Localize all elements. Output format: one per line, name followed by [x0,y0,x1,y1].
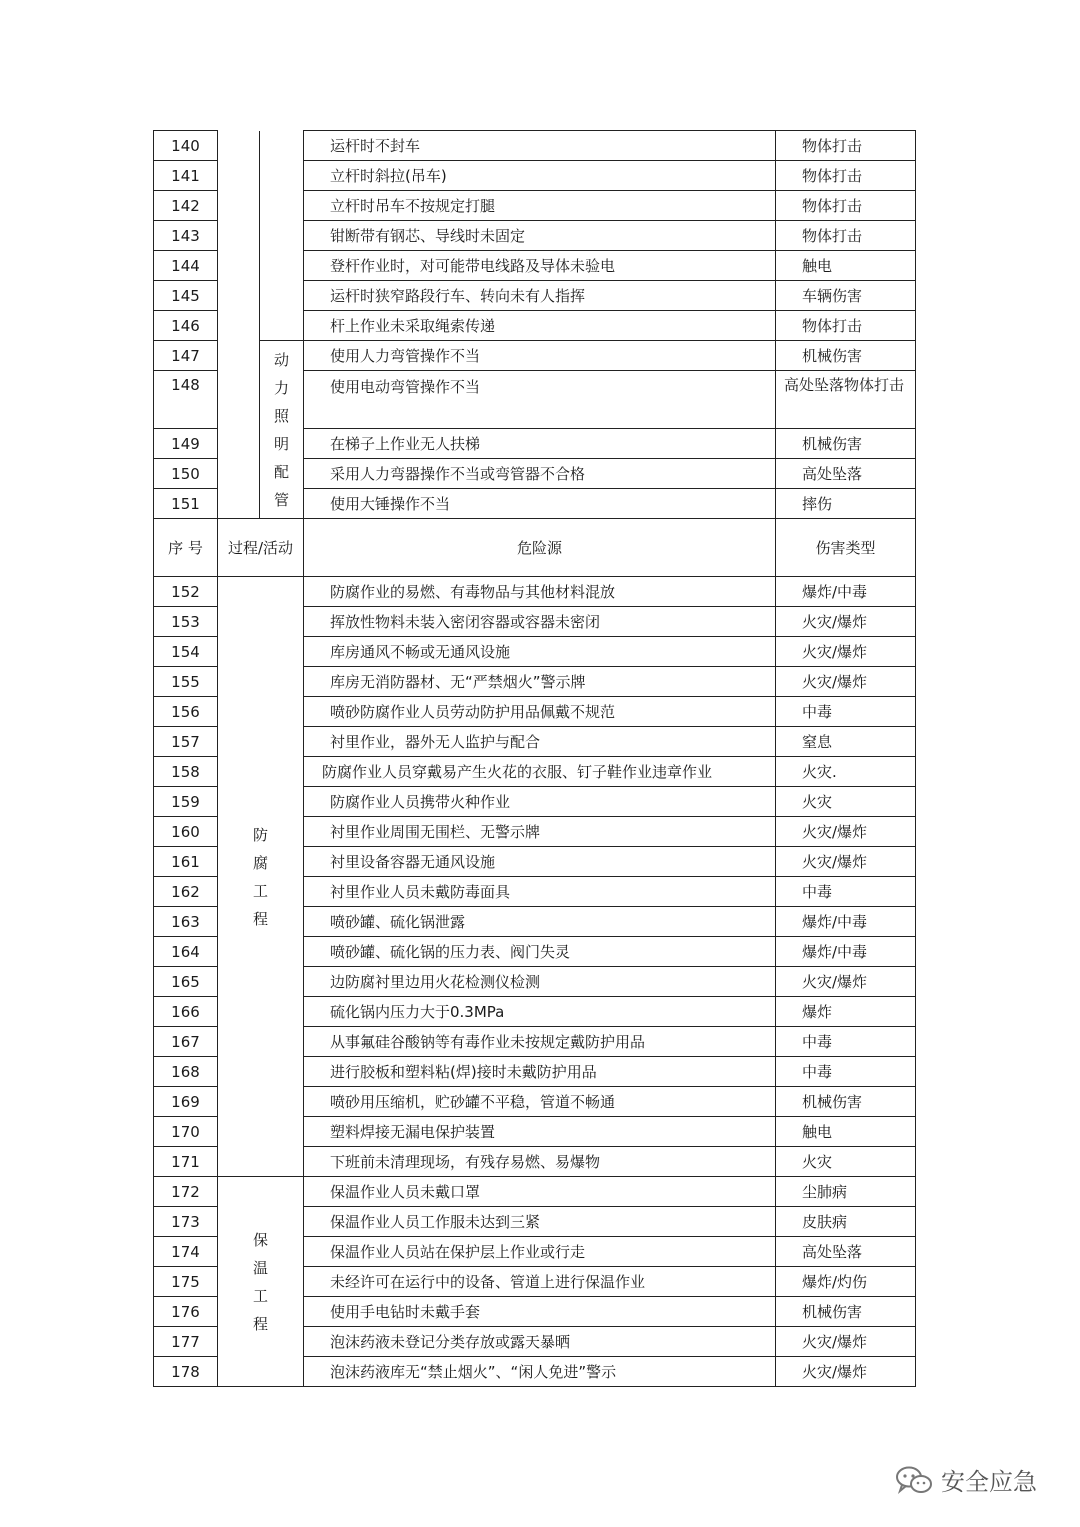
process-blank [218,131,260,519]
injury-type: 触电 [776,251,916,281]
table-row [154,1177,916,1207]
hazard-source: 塑料焊接无漏电保护装置 [304,1117,776,1147]
injury-type: 爆炸/中毒 [776,907,916,937]
injury-type: 高处坠落 [776,1237,916,1267]
injury-type: 中毒 [776,697,916,727]
injury-type: 火灾/爆炸 [776,637,916,667]
row-number: 143 [154,221,218,251]
hazard-source: 库房通风不畅或无通风设施 [304,637,776,667]
hazard-source: 使用大锤操作不当 [304,489,776,519]
row-number: 163 [154,907,218,937]
hazard-source: 衬里作业，器外无人监护与配合 [304,727,776,757]
row-number: 178 [154,1357,218,1387]
row-number: 161 [154,847,218,877]
row-number: 144 [154,251,218,281]
hazard-source: 登杆作业时，对可能带电线路及导体未验电 [304,251,776,281]
injury-type: 窒息 [776,727,916,757]
process-group-label: 动力照明配管 [273,350,289,509]
hazard-source: 运杆时不封车 [304,131,776,161]
injury-type: 物体打击 [776,131,916,161]
injury-type: 车辆伤害 [776,281,916,311]
row-number: 149 [154,429,218,459]
row-number: 176 [154,1297,218,1327]
row-number: 159 [154,787,218,817]
hazard-source: 喷砂罐、硫化锅的压力表、阀门失灵 [304,937,776,967]
row-number: 154 [154,637,218,667]
row-number: 146 [154,311,218,341]
injury-type: 爆炸/中毒 [776,577,916,607]
injury-type: 物体打击 [776,221,916,251]
hazard-source: 硫化锅内压力大于0.3MPa [304,997,776,1027]
header-process-label: 过程/活动 [227,538,294,557]
hazard-source: 杆上作业未采取绳索传递 [304,311,776,341]
row-number: 169 [154,1087,218,1117]
hazard-source: 在梯子上作业无人扶梯 [304,429,776,459]
row-number: 140 [154,131,218,161]
injury-type: 机械伤害 [776,429,916,459]
injury-type: 尘肺病 [776,1177,916,1207]
hazard-source: 立杆时吊车不按规定打腿 [304,191,776,221]
row-number: 153 [154,607,218,637]
hazard-source: 下班前未清理现场，有残存易燃、易爆物 [304,1147,776,1177]
hazard-source: 喷砂防腐作业人员劳动防护用品佩戴不规范 [304,697,776,727]
hazard-source: 未经许可在运行中的设备、管道上进行保温作业 [304,1267,776,1297]
row-number: 174 [154,1237,218,1267]
injury-type: 火灾 [776,787,916,817]
row-number: 162 [154,877,218,907]
row-number: 164 [154,937,218,967]
row-number: 145 [154,281,218,311]
row-number: 172 [154,1177,218,1207]
injury-type: 火灾/爆炸 [776,1357,916,1387]
table-row [154,577,916,607]
injury-type: 机械伤害 [776,1297,916,1327]
row-number: 155 [154,667,218,697]
injury-type: 火灾/爆炸 [776,1327,916,1357]
row-number: 165 [154,967,218,997]
hazard-source: 进行胶板和塑料粘(焊)接时未戴防护用品 [304,1057,776,1087]
row-number: 177 [154,1327,218,1357]
hazard-source: 保温作业人员站在保护层上作业或行走 [304,1237,776,1267]
hazard-table [153,130,916,1387]
injury-type: 火灾. [776,757,916,787]
injury-type: 火灾/爆炸 [776,607,916,637]
row-number: 157 [154,727,218,757]
injury-type: 中毒 [776,1027,916,1057]
subprocess-blank [260,131,304,341]
row-number: 166 [154,997,218,1027]
hazard-source: 运杆时狭窄路段行车、转向未有人指挥 [304,281,776,311]
row-number: 147 [154,341,218,371]
injury-type: 中毒 [776,1057,916,1087]
injury-type: 高处坠落 [776,459,916,489]
row-number: 171 [154,1147,218,1177]
process-group-label: 保温工程 [252,1230,268,1333]
row-number: 150 [154,459,218,489]
row-number: 173 [154,1207,218,1237]
table-row [154,131,916,161]
process-group-anticorrosion [218,577,304,1177]
process-group-insulation [218,1177,304,1387]
process-group-label: 防腐工程 [252,825,268,928]
hazard-source: 保温作业人员工作服未达到三紧 [304,1207,776,1237]
hazard-table-page [153,130,915,1387]
hazard-source: 防腐作业人员穿戴易产生火花的衣服、钉子鞋作业违章作业 [304,757,776,787]
injury-type: 中毒 [776,877,916,907]
hazard-source: 喷砂罐、硫化锅泄露 [304,907,776,937]
row-number: 170 [154,1117,218,1147]
hazard-source: 边防腐衬里边用火花检测仪检测 [304,967,776,997]
injury-type: 火灾/爆炸 [776,667,916,697]
header-process [218,519,304,577]
watermark-text: 安全应急 [941,1468,1037,1496]
process-group-lighting [260,341,304,519]
hazard-source: 立杆时斜拉(吊车) [304,161,776,191]
hazard-source: 防腐作业的易燃、有毒物品与其他材料混放 [304,577,776,607]
injury-type: 爆炸 [776,997,916,1027]
injury-type: 火灾/爆炸 [776,967,916,997]
hazard-source: 防腐作业人员携带火种作业 [304,787,776,817]
injury-type: 摔伤 [776,489,916,519]
hazard-source: 库房无消防器材、无“严禁烟火”警示牌 [304,667,776,697]
wechat-icon [895,1465,933,1495]
row-number: 142 [154,191,218,221]
injury-type: 机械伤害 [776,341,916,371]
injury-type: 皮肤病 [776,1207,916,1237]
row-number: 156 [154,697,218,727]
header-type: 伤害类型 [776,519,916,577]
injury-type: 物体打击 [776,161,916,191]
row-number: 152 [154,577,218,607]
injury-type: 爆炸/灼伤 [776,1267,916,1297]
hazard-source: 采用人力弯器操作不当或弯管器不合格 [304,459,776,489]
injury-type: 火灾/爆炸 [776,817,916,847]
hazard-source: 泡沫药液库无“禁止烟火”、“闲人免进”警示 [304,1357,776,1387]
row-number: 168 [154,1057,218,1087]
row-number: 175 [154,1267,218,1297]
table-header [154,519,916,577]
hazard-source: 保温作业人员未戴口罩 [304,1177,776,1207]
hazard-source: 喷砂用压缩机，贮砂罐不平稳，管道不畅通 [304,1087,776,1117]
injury-type: 机械伤害 [776,1087,916,1117]
hazard-source: 泡沫药液未登记分类存放或露天暴晒 [304,1327,776,1357]
row-number: 141 [154,161,218,191]
injury-type: 物体打击 [776,311,916,341]
hazard-source: 钳断带有钢芯、导线时未固定 [304,221,776,251]
injury-type: 火灾/爆炸 [776,847,916,877]
injury-type: 爆炸/中毒 [776,937,916,967]
injury-type: 物体打击 [776,191,916,221]
hazard-source: 挥放性物料未装入密闭容器或容器未密闭 [304,607,776,637]
hazard-source: 使用人力弯管操作不当 [304,341,776,371]
hazard-source: 衬里作业人员未戴防毒面具 [304,877,776,907]
header-hazard: 危险源 [304,519,776,577]
hazard-source: 使用电动弯管操作不当 [304,371,776,429]
row-number: 158 [154,757,218,787]
row-number: 160 [154,817,218,847]
injury-type: 火灾 [776,1147,916,1177]
hazard-source: 衬里作业周围无围栏、无警示牌 [304,817,776,847]
row-number: 148 [154,371,218,429]
row-number: 151 [154,489,218,519]
watermark [895,1462,1037,1497]
table-row [154,341,916,371]
row-number: 167 [154,1027,218,1057]
hazard-source: 使用手电钻时未戴手套 [304,1297,776,1327]
hazard-source: 衬里设备容器无通风设施 [304,847,776,877]
header-seq: 序 号 [154,519,218,577]
injury-type: 高处坠落物体打击 [776,371,916,429]
injury-type: 触电 [776,1117,916,1147]
hazard-source: 从事氟硅谷酸钠等有毒作业未按规定戴防护用品 [304,1027,776,1057]
